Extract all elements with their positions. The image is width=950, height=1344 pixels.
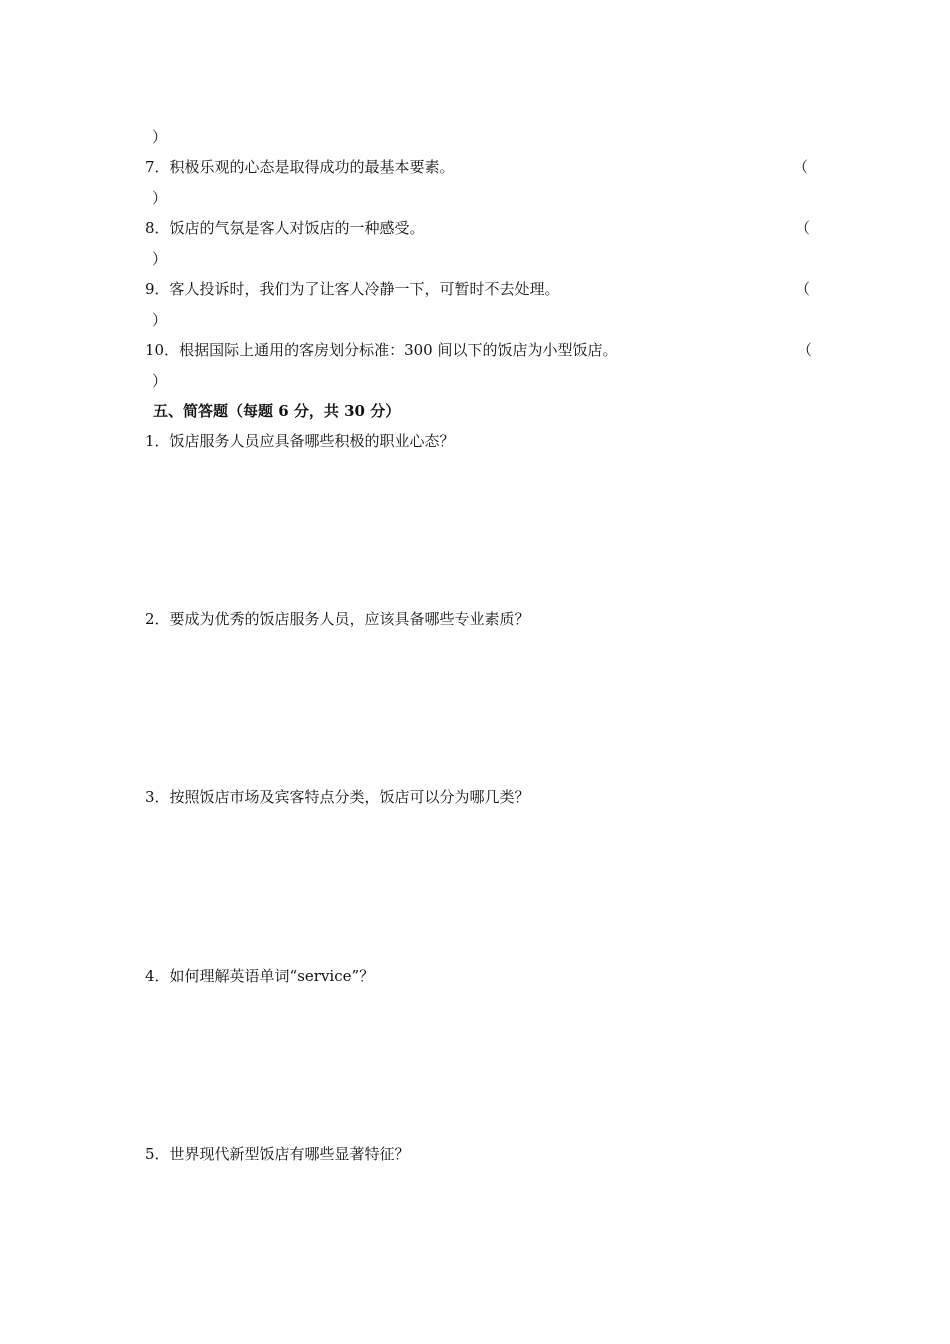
- tf-item-8-close-paren: ）: [152, 250, 168, 268]
- item-6-close-paren: ）: [152, 128, 168, 146]
- question-4: [145, 966, 374, 986]
- tf-item-text: 客人投诉时，我们为了让客人冷静一下，可暂时不去处理。: [169, 280, 560, 298]
- question-text: 要成为优秀的饭店服务人员，应该具备哪些专业素质？: [169, 610, 530, 628]
- tf-item-number: 9．: [145, 280, 170, 298]
- question-text: 如何理解英语单词“service”？: [169, 967, 375, 985]
- tf-item-7-close-paren: ）: [152, 189, 168, 207]
- question-number: 2．: [145, 610, 170, 628]
- tf-item-number: 8．: [145, 219, 170, 237]
- question-number: 4．: [145, 967, 170, 985]
- tf-item-7-open-paren: （: [793, 158, 809, 176]
- question-number: 5．: [145, 1145, 170, 1163]
- question-number: 3．: [145, 788, 170, 806]
- section-heading: 五、简答题（每题 6 分，共 30 分）: [153, 402, 401, 420]
- tf-item-text: 积极乐观的心态是取得成功的最基本要素。: [169, 158, 455, 176]
- question-number: 1．: [145, 432, 170, 450]
- tf-item-10: [145, 340, 618, 360]
- tf-item-9: [145, 279, 560, 299]
- question-5: [145, 1144, 410, 1164]
- tf-item-number: 7．: [145, 158, 170, 176]
- tf-item-7: [145, 157, 455, 177]
- tf-item-text: 饭店的气氛是客人对饭店的一种感受。: [169, 219, 425, 237]
- question-3: [145, 787, 530, 807]
- tf-item-8: [145, 218, 425, 238]
- question-text: 世界现代新型饭店有哪些显著特征？: [169, 1145, 410, 1163]
- tf-item-9-close-paren: ）: [152, 311, 168, 329]
- question-1: [145, 431, 455, 451]
- tf-item-text: 根据国际上通用的客房划分标准：300 间以下的饭店为小型饭店。: [179, 341, 618, 359]
- question-text: 饭店服务人员应具备哪些积极的职业心态？: [169, 432, 455, 450]
- tf-item-number: 10．: [145, 341, 180, 359]
- tf-item-8-open-paren: （: [795, 219, 811, 237]
- tf-item-9-open-paren: （: [795, 280, 811, 298]
- tf-item-10-open-paren: （: [797, 341, 813, 359]
- question-text: 按照饭店市场及宾客特点分类，饭店可以分为哪几类？: [169, 788, 530, 806]
- tf-item-10-close-paren: ）: [152, 372, 168, 390]
- question-2: [145, 609, 530, 629]
